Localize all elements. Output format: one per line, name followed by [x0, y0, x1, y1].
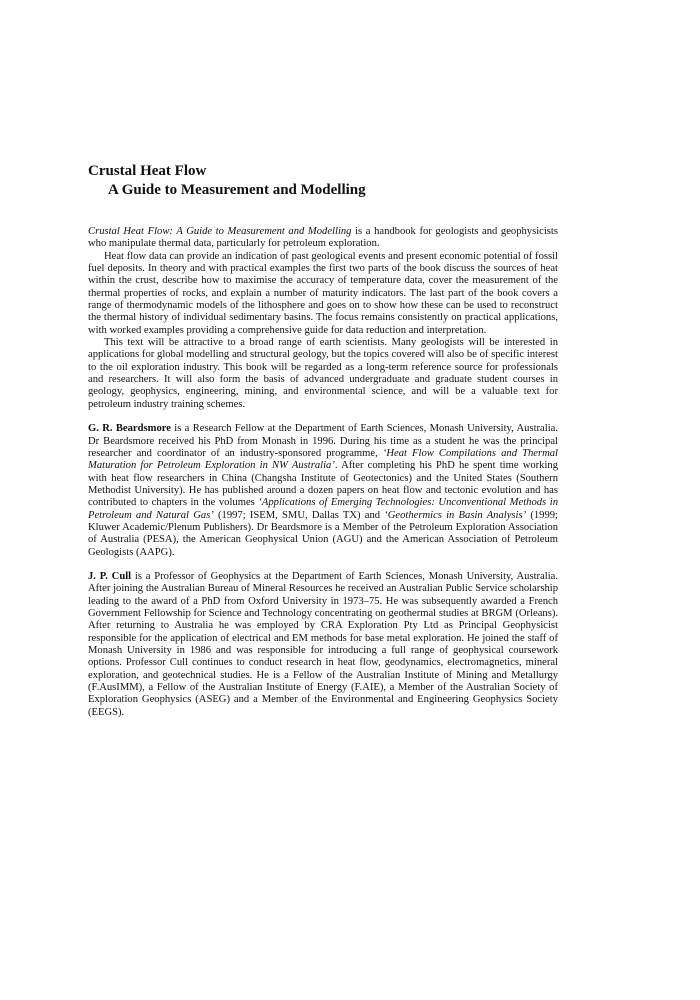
- bio-paragraph: [88, 423, 558, 559]
- bio-text: is a Research Fellow at the Department of Earth Sciences, Monash University, Australia. Dr Beardsmore received his PhD from Monash in 1996. During his time as a student he was the principal researcher and coordinator of an industry-sponsored programme,: [88, 423, 559, 459]
- bio-volume-title: ‘Applications of Emerging Technologies: Unconventional Methods in Petroleum and Natural Gas’: [88, 497, 558, 521]
- bio-programme-title: ‘Heat Flow Compilations and Thermal Maturation for Petroleum Exploration in NW Australia’: [88, 447, 558, 472]
- author-name: J. P. Cull: [88, 570, 132, 582]
- description-title-italic: Crustal Heat Flow: A Guide to Measurement and Modelling: [88, 226, 352, 237]
- author-name: G. R. Beardsmore: [88, 423, 171, 435]
- page-content: [88, 162, 558, 719]
- bio-text: . After completing his PhD he spent time working with heat flow researchers in China (Changsha Institute of Geotectonics) and the United States (Southern Methodist University). He has published around a dozen papers on heat flow and tectonic evolution and has contributed to chapters in the volumes: [88, 460, 559, 509]
- book-description: [88, 226, 558, 411]
- book-title: Crustal Heat Flow: [88, 163, 207, 179]
- author-bio-beardsmore: [88, 423, 558, 559]
- bio-paragraph: [88, 571, 558, 719]
- bio-text: (1999; Kluwer Academic/Plenum Publishers). Dr Beardsmore is a Member of the Petroleum Exploration Association of Australia (PESA), the American Geophysical Union (AGU) and the American Association of Petroleum Geologists (AAPG).: [88, 509, 558, 558]
- description-paragraph-3: This text will be attractive to a broad range of earth scientists. Many geologists will be interested in applications for global modelling and structural geology, but the topics covered will also be of specific interest to the oil exploration industry. This book will be regarded as a long-term reference source for professionals and researchers. It will also form the basis of advanced undergraduate and graduate student courses in geology, geophysics, engineering, mining, and environmental science, and will be a valuable text for petroleum industry training schemes.: [88, 337, 558, 410]
- description-paragraph-1: [88, 226, 558, 251]
- book-subtitle: A Guide to Measurement and Modelling: [108, 182, 366, 198]
- bio-volume-title: ‘Geothermics in Basin Analysis’: [384, 509, 527, 521]
- bio-text: is a Professor of Geophysics at the Department of Earth Sciences, Monash University, Australia. After joining the Australian Bureau of Mineral Resources he received an Australian Public Service scholarship leading to the award of a PhD from Oxford University in 1973–75. He was subsequently awarded a French Government Fellowship for Science and Technology concentrating on geothermal studies at BRGM (Orleans). After returning to Australia he was employed by CRA Exploration Pty Ltd as Principal Geophysicist responsible for the application of electrical and EM methods for base metal exploration. He joined the staff of Monash University in 1986 and was responsible for introducing a full range of geophysical coursework options. Professor Cull continues to conduct research in heat flow, geodynamics, electromagnetics, mineral exploration, and geotechnical studies. He is a Fellow of the Australian Institute of Mining and Metallurgy (F.AusIMM), a Fellow of the Australian Institute of Energy (F.AIE), a Member of the Australian Society of Exploration Geophysics (ASEG) and a Member of the Environmental and Engineering Geophysics Society (EEGS).: [88, 570, 558, 718]
- bio-text: (1997; ISEM, SMU, Dallas TX) and: [213, 509, 385, 521]
- description-paragraph-2: Heat flow data can provide an indication of past geological events and present economic potential of fossil fuel deposits. In theory and with practical examples the first two parts of the book discuss the sources of heat within the crust, describe how to maximise the accuracy of temperature data, cover the measurement of the thermal properties of rocks, and explain a number of maturity indicators. The last part of the book covers a range of thermodynamic models of the lithosphere and goes on to show how these can be used to reconstruct the thermal history of individual sedimentary basins. The focus remains consistently on practical applications, with worked examples providing a comprehensive guide for data reduction and interpretation.: [88, 250, 558, 336]
- author-bio-cull: [88, 571, 558, 719]
- description-intro-text: is a handbook for geologists and geophysicists who manipulate thermal data, particularly for petroleum exploration.: [88, 226, 558, 250]
